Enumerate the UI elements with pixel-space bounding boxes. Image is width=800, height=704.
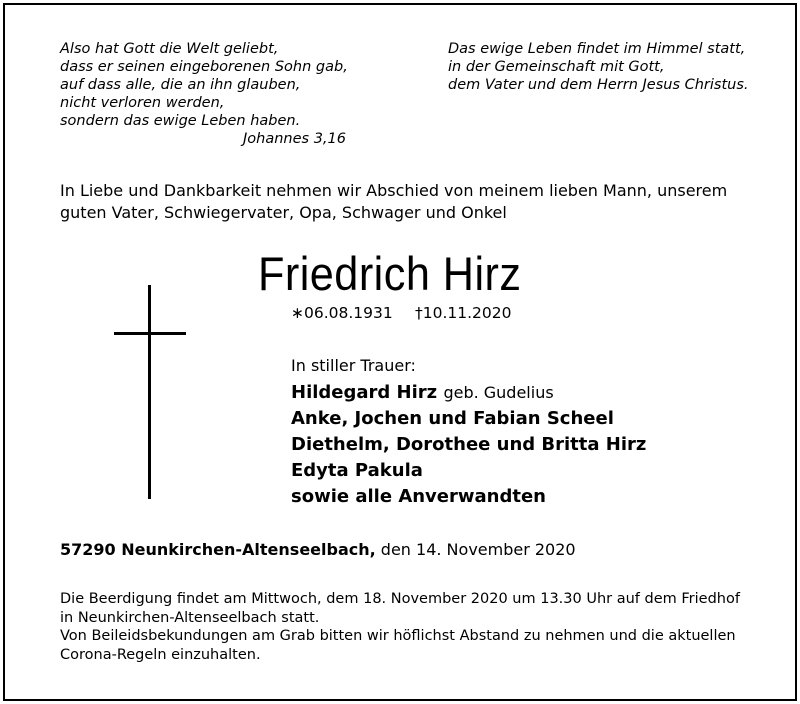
mourner-line: Anke, Jochen und Fabian Scheel	[291, 408, 614, 429]
verse-line: Also hat Gott die Welt geliebt,	[60, 41, 279, 57]
spouse-name: Hildegard Hirz	[291, 382, 438, 403]
verse-line: in der Gemeinschaft mit Gott,	[448, 59, 665, 75]
notice-line: Die Beerdigung findet am Mittwoch, dem 18. November 2020 um 13.30 Uhr auf dem Friedhof	[60, 591, 740, 607]
verse-line: dem Vater und dem Herrn Jesus Christus.	[448, 77, 749, 93]
birth-date-group	[291, 304, 393, 322]
place-date	[60, 540, 576, 559]
mourner-line: sowie alle Anverwandten	[291, 486, 546, 507]
death-date: 10.11.2020	[422, 304, 512, 322]
mourner-line: Edyta Pakula	[291, 460, 423, 481]
notice-line: Corona-Regeln einzuhalten.	[60, 646, 261, 663]
intro-text	[60, 180, 727, 224]
verse-line: sondern das ewige Leben haben.	[60, 113, 301, 129]
verse-line: nicht verloren werden,	[60, 95, 225, 111]
verse-line: dass er seinen eingeborenen Sohn gab,	[60, 59, 348, 75]
notice-line: in Neunkirchen-Altenseelbach statt.	[60, 609, 320, 626]
mourner-spouse	[291, 380, 646, 406]
mourning-label: In stiller Trauer:	[291, 356, 416, 375]
funeral-notice	[60, 590, 740, 664]
death-cross-icon: †	[415, 304, 423, 322]
cross-icon	[148, 285, 151, 499]
intro-line: In Liebe und Dankbarkeit nehmen wir Abschied von meinem lieben Mann, unserem	[60, 181, 728, 200]
verse-right	[448, 40, 749, 94]
death-date-group	[415, 304, 512, 322]
place-date-text: den 14. November 2020	[380, 540, 576, 559]
mourner-line: Diethelm, Dorothee und Britta Hirz	[291, 434, 647, 455]
notice-line: Von Beileidsbekundungen am Grab bitten wir höflichst Abstand zu nehmen und die aktuellen	[60, 628, 736, 644]
birth-star-icon: ∗	[291, 304, 304, 322]
place-name: 57290 Neunkirchen-Altenseelbach,	[60, 540, 376, 559]
verse-reference: Johannes 3,16	[243, 131, 346, 147]
birth-date: 06.08.1931	[304, 304, 393, 322]
cross-icon-bar	[114, 332, 186, 335]
deceased-name: Friedrich Hirz	[258, 247, 522, 300]
intro-line: guten Vater, Schwiegervater, Opa, Schwager und Onkel	[60, 203, 507, 222]
spouse-maiden-name: geb. Gudelius	[443, 383, 554, 402]
mourners-list	[291, 380, 646, 510]
verse-line: Das ewige Leben findet im Himmel statt,	[448, 41, 746, 57]
verse-line: auf dass alle, die an ihn glauben,	[60, 77, 301, 93]
bible-verse-left	[60, 40, 348, 130]
